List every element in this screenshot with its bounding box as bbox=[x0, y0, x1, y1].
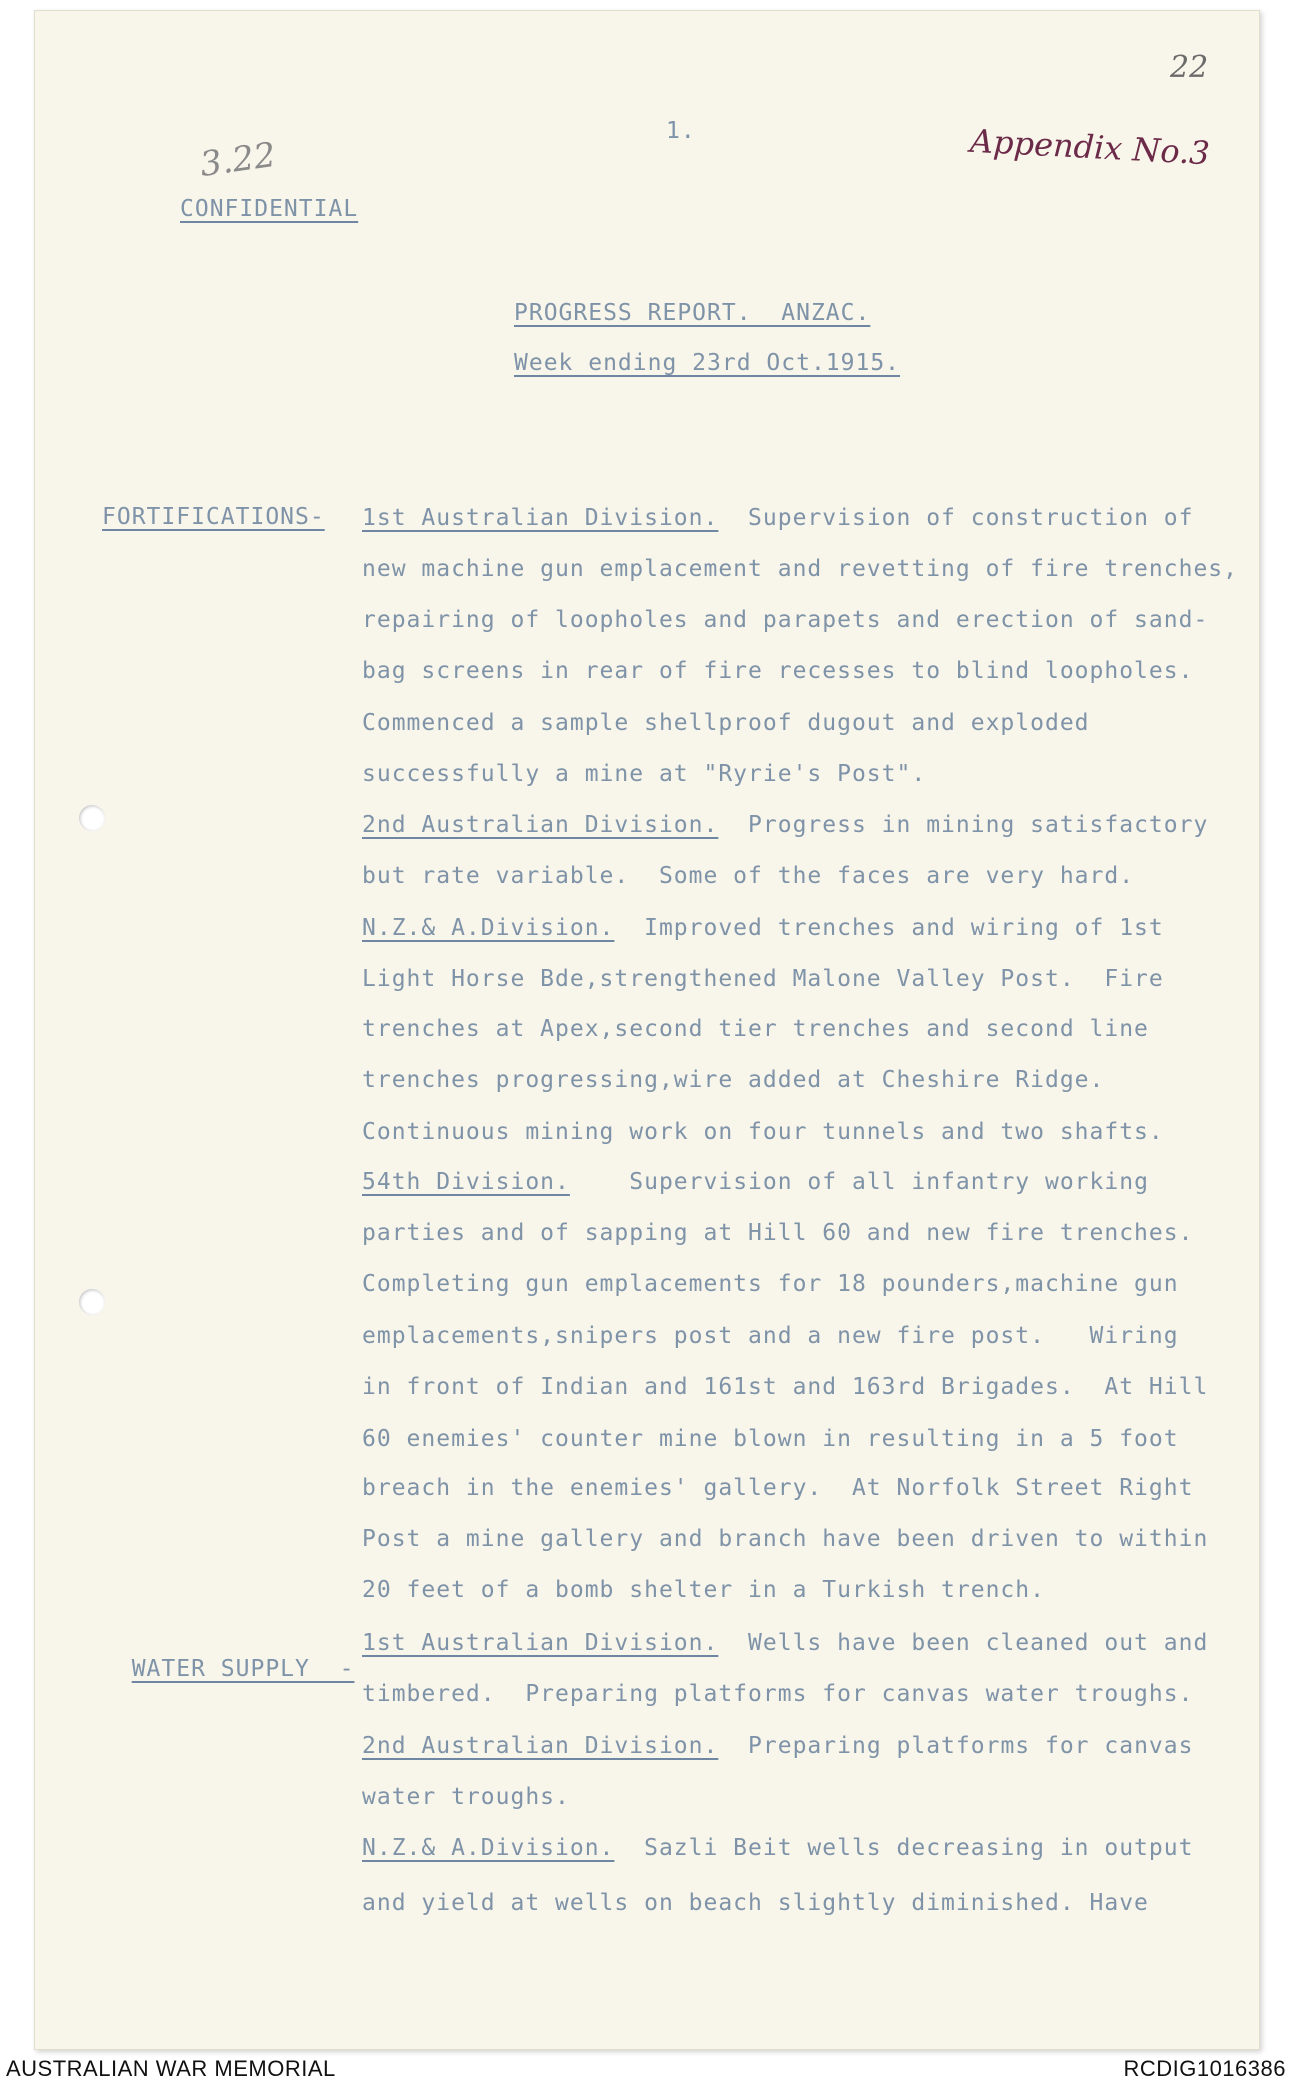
line-text: Post a mine gallery and branch have been driven to within bbox=[362, 1526, 1209, 1552]
report-line bbox=[362, 1771, 570, 1823]
report-line bbox=[362, 850, 1134, 902]
report-line bbox=[362, 1003, 1149, 1055]
page-number-top: 22 bbox=[1170, 50, 1209, 85]
report-line bbox=[362, 1207, 1193, 1259]
line-text: Progress in mining satisfactory bbox=[718, 812, 1209, 838]
division-heading: N.Z.& A.Division. bbox=[362, 1835, 615, 1861]
footer-source: AUSTRALIAN WAR MEMORIAL bbox=[6, 2056, 336, 2081]
line-text: Supervision of construction of bbox=[718, 505, 1194, 531]
report-line bbox=[362, 1822, 1193, 1874]
report-line bbox=[362, 1564, 1045, 1616]
report-line bbox=[362, 1156, 1149, 1208]
line-text: Commenced a sample shellproof dugout and exploded bbox=[362, 710, 1090, 736]
line-text: parties and of sapping at Hill 60 and new fire trenches. bbox=[362, 1220, 1194, 1246]
section-fortifications: FORTIFICATIONS- bbox=[102, 504, 325, 530]
handwritten-reference: 3.22 bbox=[197, 134, 279, 186]
report-line bbox=[362, 1877, 1149, 1929]
report-line bbox=[362, 1617, 1208, 1669]
appendix-label: Appendix No.3 bbox=[969, 121, 1211, 173]
line-text: Light Horse Bde,strengthened Malone Valley Post. Fire bbox=[362, 966, 1164, 992]
report-line bbox=[362, 1310, 1179, 1362]
line-text: Supervision of all infantry working bbox=[569, 1169, 1149, 1195]
line-text: in front of Indian and 161st and 163rd Brigades. At Hill bbox=[362, 1374, 1209, 1400]
division-heading: N.Z.& A.Division. bbox=[362, 915, 615, 941]
report-line bbox=[362, 1361, 1208, 1413]
report-line bbox=[362, 492, 1193, 544]
page-number: 1. bbox=[666, 118, 696, 144]
line-text: bag screens in rear of fire recesses to blind loopholes. bbox=[362, 658, 1194, 684]
division-heading: 1st Australian Division. bbox=[362, 1630, 719, 1656]
line-text: trenches progressing,wire added at Cheshire Ridge. bbox=[362, 1067, 1105, 1093]
punch-hole-lower bbox=[79, 1289, 105, 1315]
line-text: 20 feet of a bomb shelter in a Turkish trench. bbox=[362, 1577, 1045, 1603]
line-text: 60 enemies' counter mine blown in resulting in a 5 foot bbox=[362, 1426, 1179, 1452]
line-text: and yield at wells on beach slightly diminished. Have bbox=[362, 1890, 1149, 1916]
report-line bbox=[362, 1106, 1164, 1158]
report-line bbox=[362, 902, 1164, 954]
line-text: Completing gun emplacements for 18 pounders,machine gun bbox=[362, 1271, 1179, 1297]
footer-record-id: RCDIG1016386 bbox=[1123, 2056, 1286, 2081]
line-text: repairing of loopholes and parapets and erection of sand- bbox=[362, 607, 1209, 633]
report-line bbox=[362, 799, 1208, 851]
report-subtitle: Week ending 23rd Oct.1915. bbox=[514, 350, 901, 376]
line-text: Sazli Beit wells decreasing in output bbox=[614, 1835, 1194, 1861]
section-water-supply bbox=[102, 1630, 354, 1682]
division-heading: 54th Division. bbox=[362, 1169, 570, 1195]
report-line bbox=[362, 1413, 1179, 1465]
line-text: Improved trenches and wiring of 1st bbox=[614, 915, 1164, 941]
line-text: trenches at Apex,second tier trenches and second line bbox=[362, 1016, 1149, 1042]
division-heading: 2nd Australian Division. bbox=[362, 1733, 719, 1759]
line-text: water troughs. bbox=[362, 1784, 570, 1810]
report-line bbox=[362, 1513, 1208, 1565]
line-text: emplacements,snipers post and a new fire post. Wiring bbox=[362, 1323, 1179, 1349]
report-line bbox=[362, 594, 1208, 646]
classification-heading: CONFIDENTIAL bbox=[180, 196, 359, 222]
report-line bbox=[362, 1720, 1193, 1772]
section-water-supply-label: WATER SUPPLY - bbox=[131, 1656, 355, 1682]
line-text: Preparing platforms for canvas bbox=[718, 1733, 1194, 1759]
report-line bbox=[362, 645, 1193, 697]
report-title: PROGRESS REPORT. ANZAC. bbox=[514, 300, 871, 326]
report-line bbox=[362, 543, 1238, 595]
line-text: Wells have been cleaned out and bbox=[718, 1630, 1209, 1656]
report-line bbox=[362, 1054, 1104, 1106]
line-text: but rate variable. Some of the faces are very hard. bbox=[362, 863, 1135, 889]
report-line bbox=[362, 697, 1090, 749]
division-heading: 2nd Australian Division. bbox=[362, 812, 719, 838]
punch-hole-upper bbox=[79, 805, 105, 831]
division-heading: 1st Australian Division. bbox=[362, 505, 719, 531]
line-text: Continuous mining work on four tunnels and two shafts. bbox=[362, 1119, 1164, 1145]
report-line bbox=[362, 1258, 1179, 1310]
line-text: successfully a mine at "Ryrie's Post". bbox=[362, 761, 927, 787]
line-text: timbered. Preparing platforms for canvas water troughs. bbox=[362, 1681, 1194, 1707]
line-text: new machine gun emplacement and revetting of fire trenches, bbox=[362, 556, 1238, 582]
report-line bbox=[362, 953, 1164, 1005]
report-line bbox=[362, 1668, 1193, 1720]
report-line bbox=[362, 748, 926, 800]
line-text: breach in the enemies' gallery. At Norfolk Street Right bbox=[362, 1475, 1194, 1501]
report-line bbox=[362, 1462, 1193, 1514]
